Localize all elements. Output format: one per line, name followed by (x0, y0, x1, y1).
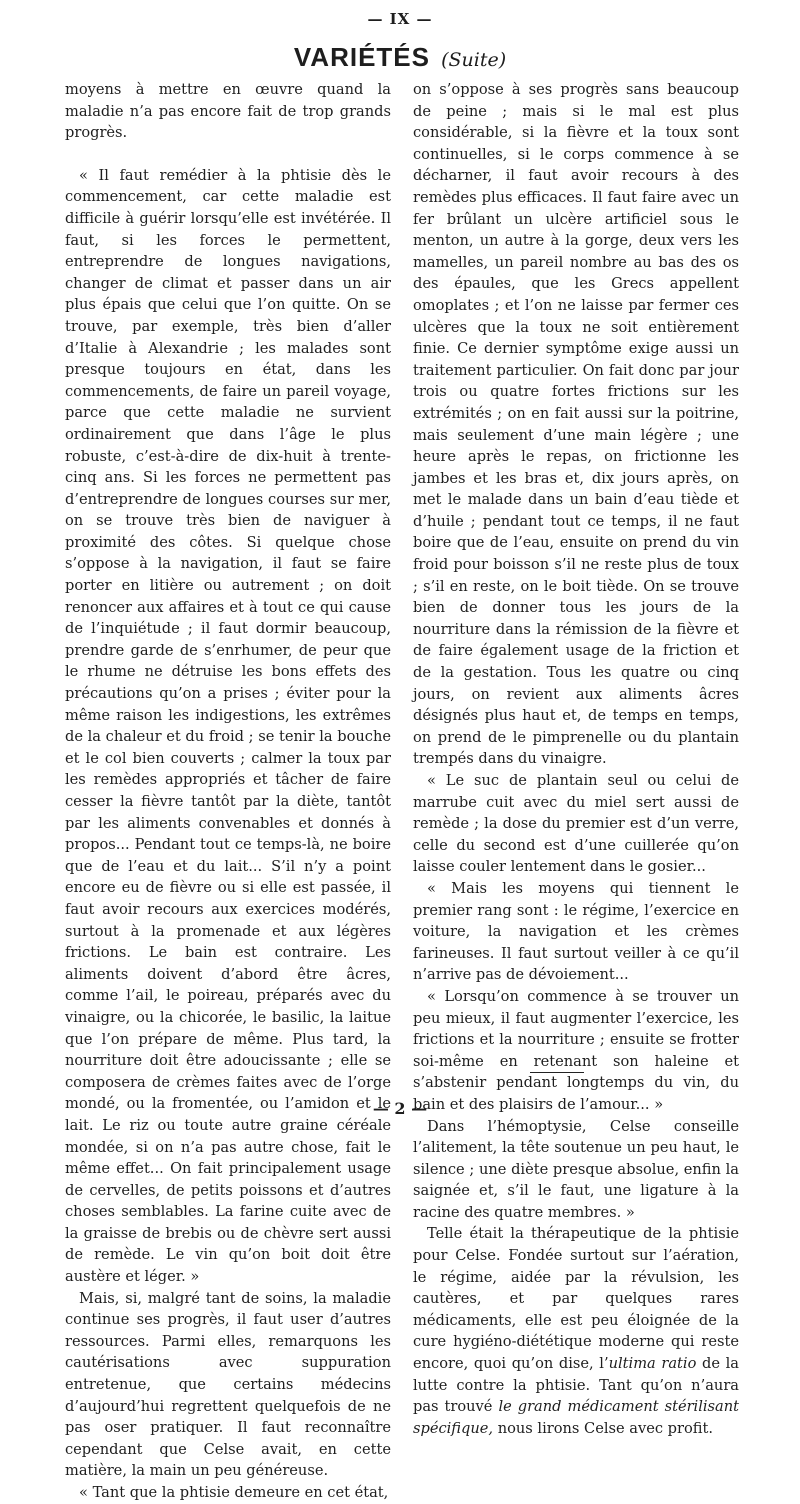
paragraph: Dans l’hémoptysie, Celse conseille l’alitement, la tête soutenue un peu haut, le silence ; une diète presque absolue, enfin la saignée et, s’il le faut, une ligature à la racine des quatre membres. » (413, 1117, 739, 1221)
end-rule (530, 1072, 584, 1073)
text-run: Telle était la thérapeutique de la phtisie pour Celse. Fondée surtout sur l’aération, le régime, aidée par la révulsion, les cautères, et par quelques rares médicaments, elle est peu éloignée de la cure hygiéno-diététique moderne qui reste encore, quoi qu’on dise, l’ (413, 1225, 739, 1373)
paragraph (413, 1223, 739, 1439)
paragraph: « Tant que la phtisie demeure en cet état, (79, 1484, 389, 1501)
section-title: VARIÉTÉS (293, 42, 430, 72)
paragraph: « Il faut remédier à la phtisie dès le commencement, car cette maladie est difficile à guérir lorsqu’elle est invétérée. Il faut, si les forces le permettent, entreprendre de longues navigations, changer de climat et passer dans un air plus épais que celui que l’on quitte. On se trouve, par exemple, très bien d’aller d’Italie à Alexandrie ; les malades sont presque toujours en état, dans les commencements, de faire un pareil voyage, parce que cette maladie ne survient ordinairement que dans l’âge le plus robuste, c’est-à-dire de dix-huit à trente-cinq ans. Si les forces ne permettent pas d’entreprendre de longues courses sur mer, on se trouve très bien de naviguer à proximité des côtes. Si quelque chose s’oppose à la navigation, il faut se faire porter en litière ou autrement ; on doit renoncer aux affaires et à tout ce qui cause de l’inquiétude ; il faut dormir beaucoup, prendre garde de s’enrhumer, de peur que le rhume ne détruise les bons effets des précautions qu’on a prises ; éviter pour la même raison les indigestions, les extrêmes de la chaleur et du froid ; se tenir la bouche et le col bien couverts ; calmer la toux par les remèdes appropriés et tâcher de faire cesser la fièvre tantôt par la diète, tantôt par les aliments convenables et donnés à propos... Pendant tout ce temps-là, ne boire que de l’eau et du lait... S’il n’y a point encore eu de fièvre ou si elle est passée, il faut avoir recours aux exercices modérés, surtout à la promenade et aux légères frictions. Le bain est contraire. Les aliments doivent d’abord être âcres, comme l’ail, le poireau, préparés avec du vinaigre, ou la chicorée, le basilic, la laitue que l’on prépare de même. Plus tard, la nourriture doit être adoucissante ; elle se composera de crèmes faites avec de l’orge mondé, ou la fromentée, ou l’amidon et le lait. Le riz ou toute autre graine céréale mondée, si on n’a pas autre chose, fait le même effet... On fait principalement usage de cervelles, de petits poissons et d’autres choses semblables. La farine cuite avec de la graisse de brebis ou de chèvre sert aussi de remède. Le vin qu’on boit doit être austère et léger. » (65, 166, 391, 1286)
paragraph: Mais, si, malgré tant de soins, la maladie continue ses progrès, il faut user d’autres ressources. Parmi elles, remarquons les cautérisations avec suppuration entretenue, que certains médecins d’aujourd’hui regrettent quelquefois de ne pas oser pratiquer. Il faut reconnaître cependant que Celse avait, en cette matière, la main un peu généreuse. (65, 1289, 391, 1480)
paragraph: moyens à mettre en œuvre quand la maladie n’a pas encore fait de trop grands progrès. (65, 81, 391, 142)
right-column (413, 79, 739, 1439)
page-number: — IX — (367, 10, 433, 28)
section-subtitle: (Suite) (441, 49, 507, 71)
paragraph: « Le suc de plantain seul ou celui de marrube cuit avec du miel sert aussi de remède ; la dose du premier est d’un verre, celle du second est d’une cuillerée qu’on laisse couler lentement dans le gosier... (413, 772, 739, 876)
left-column (65, 79, 391, 1504)
italic-phrase: le grand médicament stérilisant spécifique, (413, 1398, 740, 1437)
paragraph: « Mais les moyens qui tiennent le premier rang sont : le régime, l’exercice en voiture, la navigation et les crèmes farineuses. Il faut surtout veiller à ce qu’il n’arrive pas de dévoiement... (413, 879, 739, 984)
text-run: de la lutte contre la phtisie. Tant qu’on n’aura pas trouvé (413, 1355, 739, 1416)
section-header (0, 42, 800, 73)
folio-number: — 2 — (372, 1099, 428, 1118)
paragraph: on s’oppose à ses progrès sans beaucoup de peine ; mais si le mal est plus considérable, si la fièvre et la toux sont continuelles, si le corps commence à se décharner, il faut avoir recours à des remèdes plus efficaces. Il faut faire avec un fer brûlant un ulcère artificiel sous le menton, un autre à la gorge, deux vers les mamelles, un pareil nombre au bas des os des épaules, que les Grecs appellent omoplates ; et l’on ne laisse par fermer ces ulcères que la toux ne soit entièrement finie. Ce dernier symptôme exige aussi un traitement particulier. On fait donc par jour trois ou quatre fortes frictions sur les extrémités ; on en fait aussi sur la poitrine, mais seulement d’une main légère ; une heure après le repas, on frictionne les jambes et les bras et, dix jours après, on met le malade dans un bain d’eau tiède et d’huile ; pendant tout ce temps, il ne faut boire que de l’eau, ensuite on prend du vin froid pour boisson s’il ne reste plus de toux ; s’il en reste, on le boit tiède. On se trouve bien de donner tous les jours de la nourriture dans la rémission de la fièvre et de faire également usage de la friction et de la gestation. Tous les quatre ou cinq jours, on revient aux aliments âcres désignés plus haut et, de temps en temps, on prend de le pimprenelle ou du plantain trempés dans du vinaigre. (413, 81, 739, 768)
italic-phrase: ultima ratio (608, 1355, 697, 1373)
text-run: nous lirons Celse avec profit. (493, 1419, 714, 1437)
paragraph: « Lorsqu’on commence à se trouver un peu mieux, il faut augmenter l’exercice, les frictions et la nourriture ; ensuite se frotter soi-même en retenant son haleine et s’abstenir pendant longtemps du vin, du bain et des plaisirs de l’amour... » (413, 987, 739, 1113)
